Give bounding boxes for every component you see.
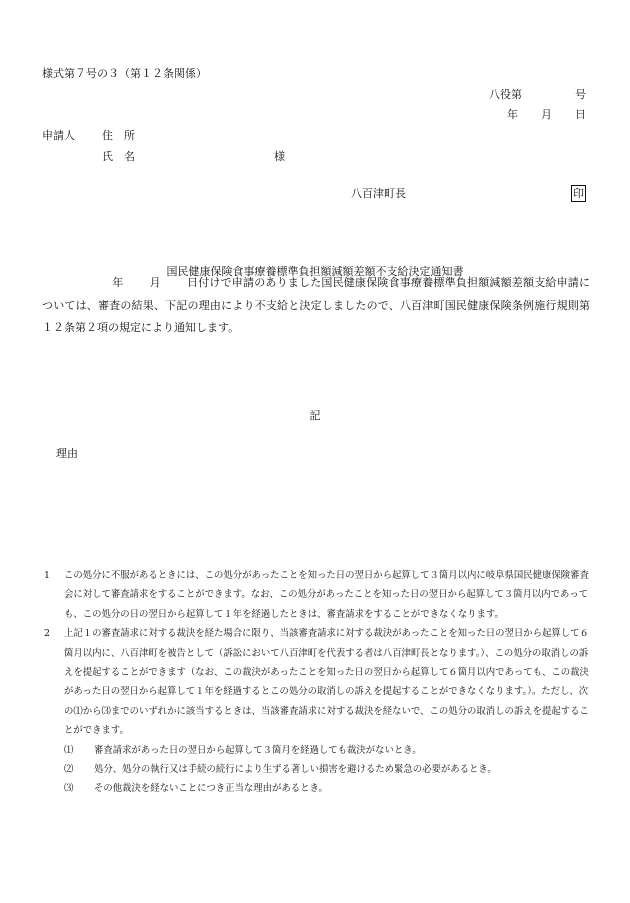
- sub-note-number: ⑵: [64, 764, 74, 776]
- note-text: 上記１の審査請求に対する裁決を経た場合に限り、当該審査請求に対する裁決があったことを知った日の翌日から起算して６箇月以内に、八百津町を被告として（訴訟において八百津町を代表する者は八百津町長となります。）、この処分の取消しの訴えを提起することができます（なお、この裁決があったことを知った日の翌日から起算して６箇月以内であっても、この裁決があった日の翌日から起算して１年を経過するとこの処分の取消しの訴えを提起することができなくなります。）。ただし、次の⑴から⑶までのいずれかに該当するときは、当該審査請求に対する裁決を経ないで、この処分の取消しの訴えを提起することができます。: [64, 628, 589, 737]
- sub-note-number: ⑶: [64, 783, 74, 795]
- note-item: [42, 624, 594, 740]
- ki-heading: 記: [309, 409, 321, 422]
- note-item: [42, 566, 594, 624]
- sub-note-item: [42, 779, 594, 798]
- document-title: 国民健康保険食事療養標準負担額減額差額不支給決定通知書: [166, 265, 464, 278]
- note-number: 1: [44, 570, 50, 581]
- appeal-notes: [42, 566, 594, 799]
- doc-number-suffix: 号: [575, 88, 586, 101]
- body-text: 日付けで申請のありました国民健康保険食事療養標準負担額減額差額支給申請については、審査の結果、下記の理由により不支給と決定しましたので、八百津町国民健康保険条例施行規則第１２条第２項の規定により通知します。: [42, 276, 591, 334]
- name-label: 氏 名: [102, 150, 135, 163]
- body-year: 年: [112, 276, 124, 289]
- note-text: この処分に不服があるときには、この処分があったことを知った日の翌日から起算して３箇月以内に岐阜県国民健康保険審査会に対して審査請求をすることができます。なお、この処分があったことを知った日の翌日から起算して３箇月以内であっても、この処分の日の翌日から起算して１年を経過したときは、審査請求をすることができなくなります。: [64, 570, 589, 620]
- date-year: 年: [507, 108, 518, 121]
- note-number: 2: [44, 628, 50, 640]
- body-month: 月: [149, 276, 161, 289]
- sub-note-text: 審査請求があった日の翌日から起算して３箇月を経過しても裁決がないとき。: [94, 744, 422, 756]
- applicant-label: 申請人: [42, 129, 75, 142]
- issuer-title: 八百津町長: [351, 187, 406, 200]
- form-number: 様式第７号の３（第１２条関係）: [42, 67, 207, 80]
- sub-note-text: その他裁決を経ないことにつき正当な理由があるとき。: [94, 783, 328, 795]
- reason-label: 理由: [56, 447, 78, 460]
- seal-mark: 印: [573, 187, 584, 200]
- sub-note-number: ⑴: [64, 744, 74, 756]
- sub-note-text: 処分、処分の執行又は手続の続行により生ずる著しい損害を避けるため緊急の必要があるとき。: [94, 764, 497, 776]
- date-day: 日: [575, 108, 586, 121]
- doc-number-prefix: 八役第: [489, 88, 522, 101]
- honorific: 様: [274, 150, 285, 163]
- date-month: 月: [541, 108, 552, 121]
- sub-note-item: [42, 741, 594, 760]
- body-paragraph: [42, 272, 590, 340]
- address-label: 住 所: [102, 129, 135, 142]
- sub-note-item: [42, 760, 594, 779]
